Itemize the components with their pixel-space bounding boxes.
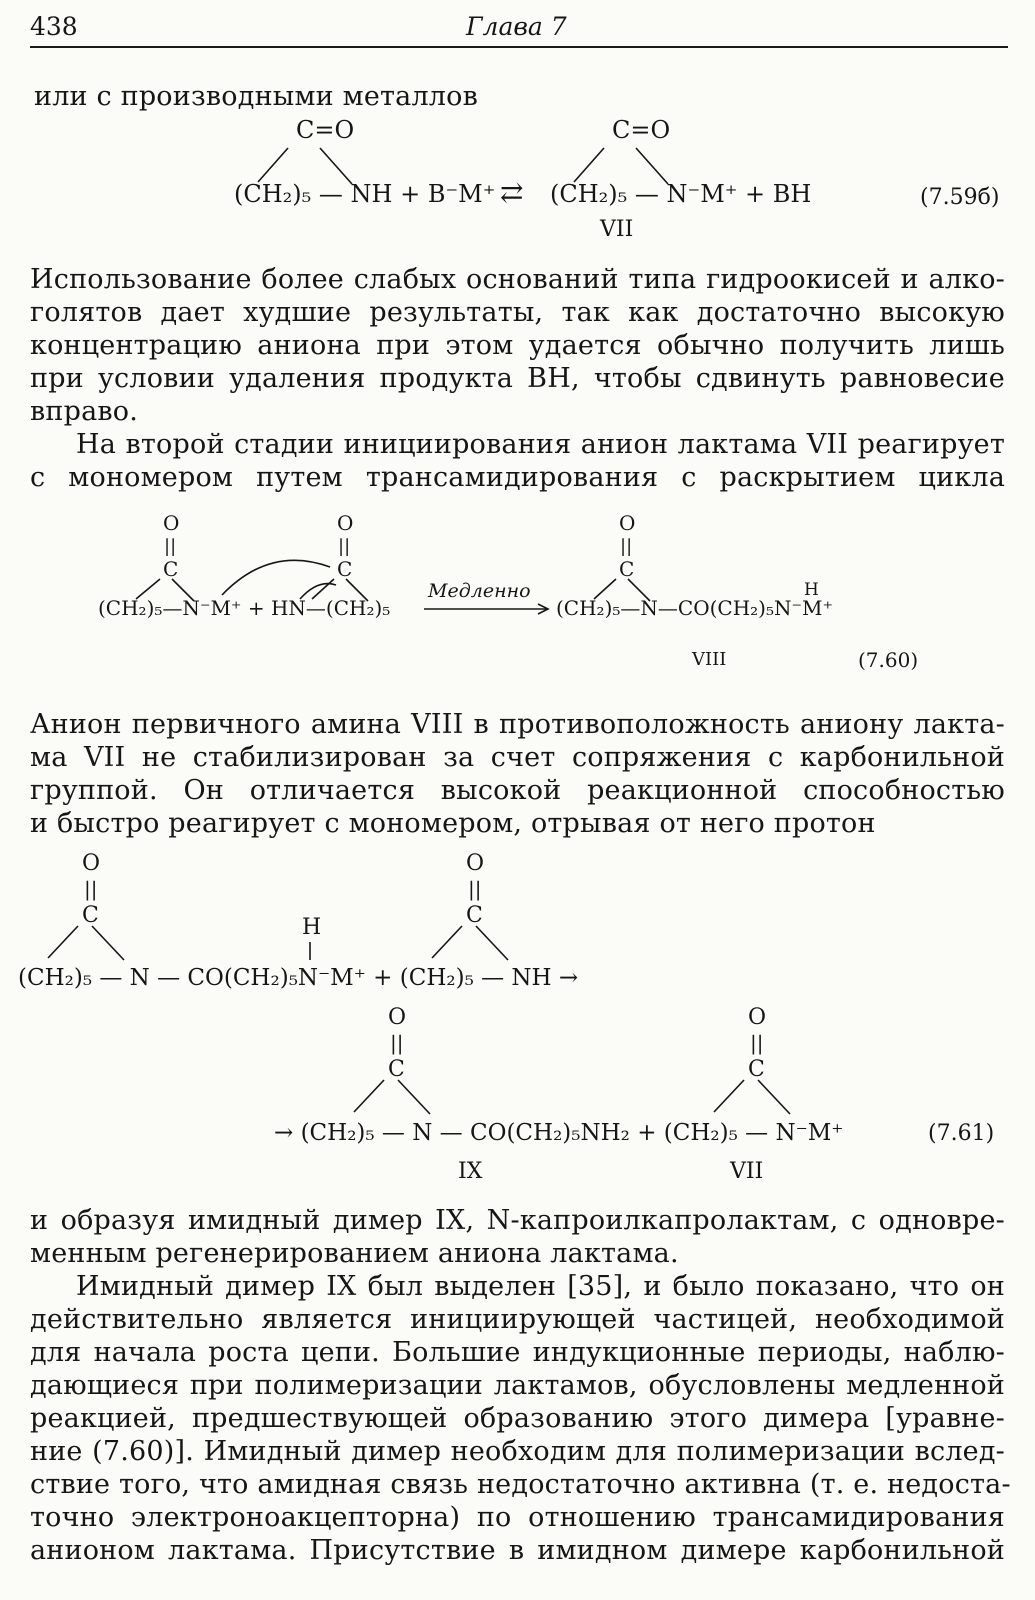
equation-7-59b — [0, 108, 1035, 248]
page-number: 438 — [30, 12, 78, 41]
paragraph-line: для начала роста цепи. Большие индукционные периоды, наблю- — [30, 1337, 1005, 1368]
compound-label-vii: VII — [730, 1159, 764, 1184]
products: (CH₂)₅ — N⁻M⁺ + BH — [550, 180, 812, 208]
paragraph-line: голятов дает худшие результаты, так как достаточно высокую — [30, 297, 1005, 328]
double-bond: || — [390, 1031, 404, 1055]
reactants: (CH₂)₅—N⁻M⁺ + HN—(CH₂)₅ — [98, 596, 391, 620]
oxygen-atom: O — [619, 511, 636, 535]
paragraph-line: дающиеся при полимеризации лактамов, обусловлены медленной — [30, 1370, 1005, 1401]
carbon-atom: C — [388, 1057, 405, 1082]
paragraph-line: действительно является инициирующей частицей, необходимой — [30, 1304, 1005, 1335]
carbon-atom: C — [466, 903, 483, 928]
paragraph-line: Анион первичного амина VIII в противоположность аниону лакта- — [30, 709, 1005, 740]
carbonyl-label: C=O — [612, 116, 671, 144]
compound-label-ix: IX — [458, 1159, 483, 1184]
oxygen-atom: O — [388, 1005, 407, 1030]
compound-label-vii: VII — [600, 217, 634, 242]
carbon-atom: C — [619, 557, 635, 581]
double-bond: || — [468, 877, 482, 901]
equation-number: (7.61) — [928, 1121, 995, 1146]
equilibrium-arrow: ⇄ — [500, 176, 524, 209]
paragraph-line: ма VII не стабилизирован за счет сопряжения с карбонильной — [30, 742, 1005, 773]
arrow-label: Медленно — [428, 580, 531, 602]
reactants: (CH₂)₅ — N — CO(CH₂)₅N⁻M⁺ + (CH₂)₅ — NH → — [18, 965, 579, 991]
paragraph-line: анионом лактама. Присутствие в имидном димере карбонильной — [30, 1535, 1005, 1566]
oxygen-atom: O — [466, 851, 485, 876]
equation-7-60 — [0, 505, 1035, 685]
oxygen-atom: O — [337, 511, 354, 535]
carbon-atom: C — [82, 903, 99, 928]
double-bond: || — [338, 536, 351, 557]
hydrogen-atom: H — [302, 915, 322, 940]
double-bond: || — [620, 536, 633, 557]
compound-label-viii: VIII — [692, 649, 727, 670]
chapter-title: Глава 7 — [466, 12, 567, 41]
paragraph-line: реакцией, предшествующей образованию этого димера [уравне- — [30, 1403, 1005, 1434]
paragraph-line: и быстро реагирует с мономером, отрывая от него протон — [30, 808, 876, 839]
paragraph-line: ние (7.60)]. Имидный димер необходим для полимеризации вслед- — [30, 1436, 1005, 1467]
reactants: (CH₂)₅ — NH + B⁻M⁺ — [234, 180, 496, 208]
paragraph-line: группой. Он отличается высокой реакционной способностью — [30, 775, 1005, 806]
paragraph-line: вправо. — [30, 396, 139, 427]
oxygen-atom: O — [82, 851, 101, 876]
paragraph-line: Имидный димер IX был выделен [35], и было показано, что он — [76, 1271, 1005, 1302]
paragraph-line: и образуя имидный димер IX, N-капроилкапролактам, с одновре- — [30, 1205, 1005, 1236]
oxygen-atom: O — [748, 1005, 767, 1030]
paragraph-line: точно электроноакцепторна) по отношению трансамидирования — [30, 1502, 1005, 1533]
equation-number: (7.60) — [858, 648, 919, 672]
paragraph-line: ствие того, что амидная связь недостаточно активна (т. е. недоста- — [30, 1469, 1011, 1500]
carbon-atom: C — [748, 1057, 765, 1082]
carbonyl-label: C=O — [296, 116, 355, 144]
electron-arrow — [222, 560, 330, 595]
hydrogen-atom: H — [804, 580, 819, 600]
header-rule — [30, 46, 1008, 48]
paragraph-line: концентрацию аниона при этом удается обычно получить лишь — [30, 330, 1005, 361]
equation-number: (7.59б) — [920, 185, 1000, 210]
double-bond: || — [164, 536, 177, 557]
carbon-atom: C — [163, 557, 179, 581]
paragraph-line: с мономером путем трансамидирования с раскрытием цикла — [30, 462, 1005, 493]
equation-7-61 — [0, 848, 1035, 1198]
carbon-atom: C — [337, 557, 353, 581]
oxygen-atom: O — [163, 511, 180, 535]
paragraph-line: при условии удаления продукта ВН, чтобы сдвинуть равновесие — [30, 363, 1005, 394]
double-bond: || — [750, 1031, 764, 1055]
double-bond: || — [84, 877, 98, 901]
intro-line: или с производными металлов — [34, 81, 479, 112]
paragraph-line: Использование более слабых оснований типа гидроокисей и алко- — [30, 264, 1005, 295]
product: (CH₂)₅—N—CO(CH₂)₅N⁻M⁺ — [556, 596, 834, 620]
paragraph-line: менным регенерированием аниона лактама. — [30, 1238, 679, 1269]
paragraph-line: На второй стадии инициирования анион лактама VII реагирует — [76, 429, 1005, 460]
products: → (CH₂)₅ — N — CO(CH₂)₅NH₂ + (CH₂)₅ — N⁻M⁺ — [274, 1120, 844, 1146]
